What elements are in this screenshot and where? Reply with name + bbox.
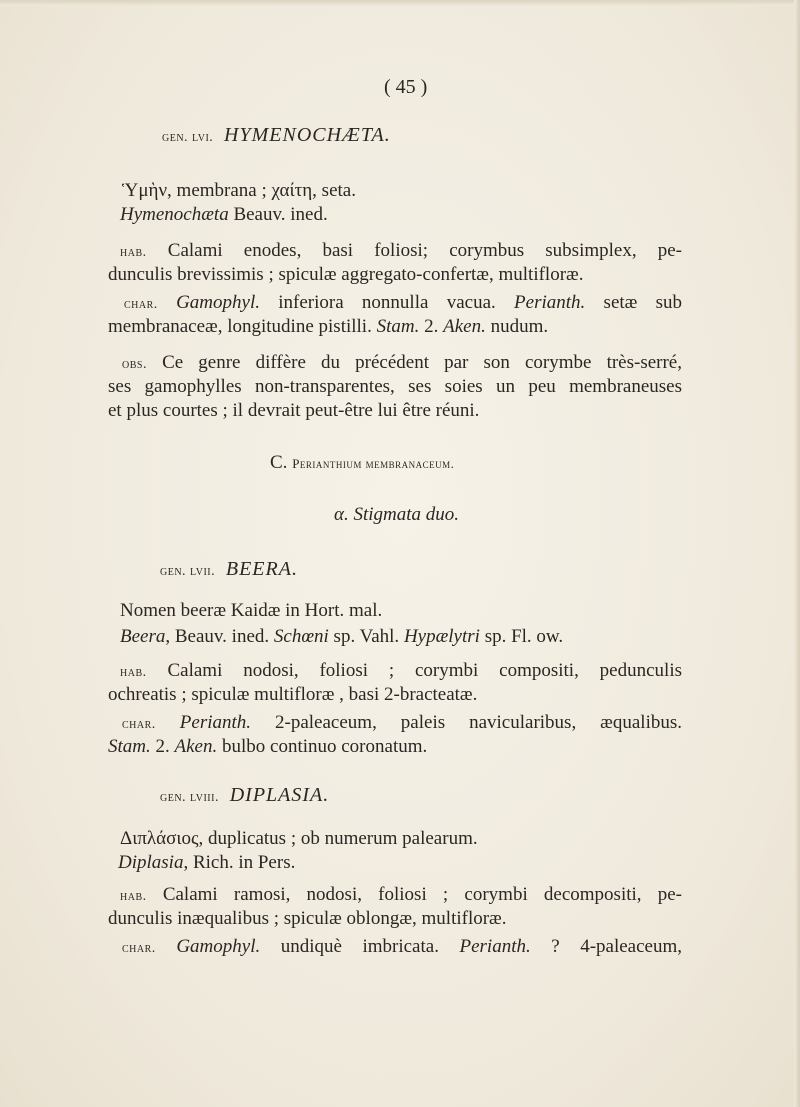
character-line-1	[122, 936, 682, 960]
synonym-line	[120, 204, 328, 226]
greek-word: χαίτη	[271, 180, 313, 201]
character-text: undiquè imbricata.	[260, 936, 460, 957]
term: Perianth.	[459, 936, 531, 957]
term: Perianth.	[514, 292, 586, 313]
page-number: ( 45 )	[384, 76, 428, 98]
habitat-line-2: ochreatis ; spiculæ multifloræ , basi 2-bracteatæ.	[108, 684, 478, 705]
habitat-line-1	[120, 240, 682, 264]
observation-text: Ce genre diffère du précédent par son corymbe très-serré,	[162, 352, 682, 373]
habitat-text: Calami enodes, basi foliosi; corymbus subsimplex, pe-	[167, 240, 682, 261]
term: Stam.	[108, 736, 151, 757]
page-edge-right	[794, 0, 800, 1107]
term: Gamophyl.	[176, 292, 260, 313]
synonym-line	[120, 626, 563, 648]
genus-heading	[160, 558, 298, 583]
character-label: char.	[124, 297, 158, 312]
section-letter: C.	[270, 452, 288, 473]
character-line-2	[108, 736, 427, 758]
character-text: inferiora nonnulla vacua.	[259, 292, 515, 313]
character-line-1	[124, 292, 682, 316]
habitat-label: hab.	[120, 665, 147, 680]
etymology-text: , membrana ;	[167, 180, 272, 201]
character-text: ? 4-paleaceum,	[530, 936, 682, 957]
term: Gamophyl.	[176, 936, 261, 957]
genus-heading	[160, 784, 329, 809]
section-title: Perianthium membranaceum.	[292, 456, 455, 471]
observation-label: obs.	[122, 357, 147, 372]
synonym-text: Beauv. ined.	[228, 204, 328, 225]
character-line-2	[108, 316, 548, 338]
character-text: membranaceæ, longitudine pistilli.	[108, 316, 377, 337]
character-text: setæ sub	[585, 292, 682, 313]
synonym-name: Hypælytri	[403, 626, 480, 647]
habitat-label: hab.	[120, 889, 147, 904]
section-heading	[270, 452, 454, 475]
synonym-name: Diplasia	[118, 852, 184, 873]
character-text: nudum.	[485, 316, 549, 337]
genus-label: gen. lvii.	[160, 564, 216, 579]
habitat-line-2: dunculis brevissimis ; spiculæ aggregato-confertæ, multifloræ.	[108, 264, 584, 285]
observation-line-3: et plus courtes ; il devrait peut-être lui être réuni.	[108, 400, 480, 421]
synonym-text: , Rich. in Pers.	[183, 852, 296, 873]
etymology-text: , seta.	[312, 180, 356, 201]
genus-name: DIPLASIA.	[229, 784, 330, 806]
synonym-line	[118, 852, 295, 874]
genus-label: gen. lvi.	[162, 130, 214, 145]
synonym-name: Beera	[120, 626, 166, 647]
genus-heading	[162, 124, 391, 149]
term: Stam.	[376, 316, 420, 337]
synonym-name: Hymenochæta	[120, 204, 229, 225]
character-line-1	[122, 712, 682, 736]
subsection-letter: α.	[334, 504, 349, 525]
nomen-line: Nomen beeræ Kaidæ in Hort. mal.	[120, 600, 383, 621]
observation-line-2: ses gamophylles non-transparentes, ses soies un peu membraneuses	[108, 376, 682, 397]
term: Aken.	[174, 736, 218, 757]
term: Aken.	[443, 316, 486, 337]
subsection-title: Stigmata duo.	[353, 504, 460, 525]
habitat-line-1	[120, 884, 682, 908]
etymology-line	[120, 828, 478, 850]
etymology-text: , duplicatus ; ob numerum palearum.	[198, 828, 478, 849]
character-text: 2.	[419, 316, 444, 337]
habitat-label: hab.	[120, 245, 147, 260]
observation-line-1	[122, 352, 682, 376]
character-label: char.	[122, 717, 156, 732]
genus-label: gen. lviii.	[160, 790, 219, 805]
synonym-text: sp. Fl. ow.	[479, 626, 564, 647]
etymology-line	[122, 180, 356, 202]
character-text: 2-paleaceum, paleis navicularibus, æqualibus.	[251, 712, 682, 733]
greek-word: Ὑμὴν	[122, 180, 168, 201]
term: Perianth.	[179, 712, 252, 733]
character-text: bulbo continuo coronatum.	[217, 736, 428, 757]
synonym-text: , Beauv. ined.	[165, 626, 274, 647]
character-text: 2.	[150, 736, 175, 757]
habitat-text: Calami nodosi, foliosi ; corymbi compositi, pedunculis	[167, 660, 682, 681]
synonym-text: sp. Vahl.	[328, 626, 404, 647]
page-edge-top	[0, 0, 800, 6]
synonym-name: Schœni	[273, 626, 329, 647]
subsection-heading	[334, 504, 459, 526]
genus-name: HYMENOCHÆTA.	[224, 124, 391, 146]
habitat-line-2: dunculis inæqualibus ; spiculæ oblongæ, multifloræ.	[108, 908, 507, 929]
character-label: char.	[122, 941, 156, 956]
habitat-line-1	[120, 660, 682, 684]
habitat-text: Calami ramosi, nodosi, foliosi ; corymbi decompositi, pe-	[162, 884, 682, 905]
genus-name: BEERA.	[225, 558, 298, 580]
greek-word: Διπλάσιος	[120, 828, 199, 849]
